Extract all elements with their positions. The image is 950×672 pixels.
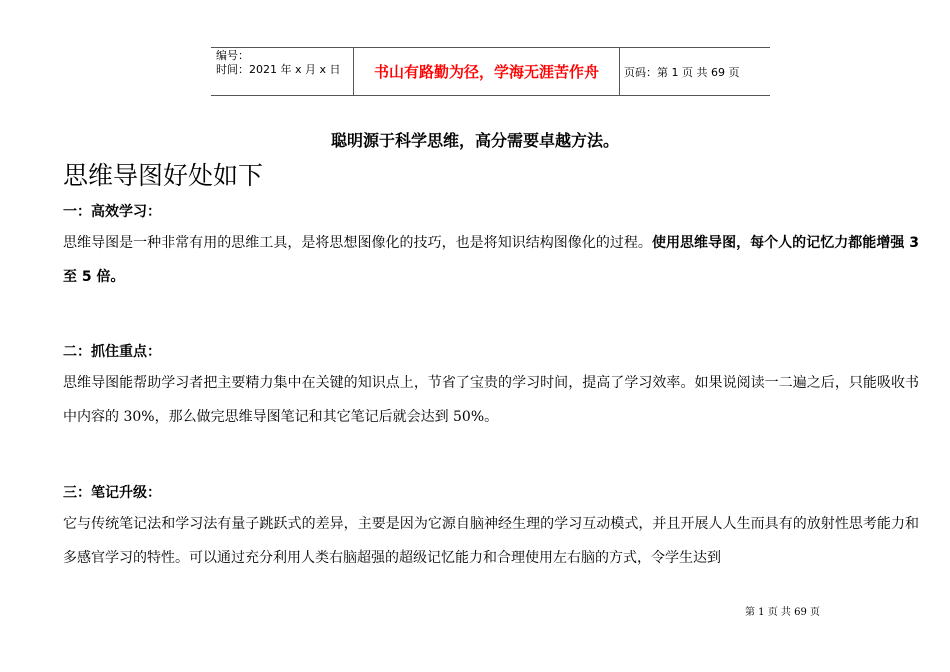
section-paragraph-1 [63,226,919,294]
section-heading-1: 一：高效学习： [63,204,161,220]
page-title: 思维导图好处如下 [63,161,264,190]
header-slogan: 书山有路勤为径，学海无涯苦作舟 [354,48,620,95]
header-time: 时间：2021 年 x 月 x 日 [216,63,341,76]
section-heading-2: 二：抓住重点： [63,344,161,360]
header-table [211,47,770,96]
section-bold-1: 使用思维导图，每个人的记忆力都能增强 3 至 5 倍。 [63,235,919,285]
section-paragraph-3: 它与传统笔记法和学习法有量子跳跃式的差异，主要是因为它源自脑神经生理的学习互动模式，并且开展人人生而具有的放射性思考能力和多感官学习的特性。可以通过充分利用人类右脑超强的超级记忆能力和合理使用左右脑的方式，令学生达到 [63,516,919,566]
header-meta-cell [211,48,354,95]
header-bianhao: 编号： [216,49,249,62]
page-footer: 第 1 页 共 69 页 [745,607,820,618]
header-page-code: 页码：第 1 页 共 69 页 [624,65,740,79]
section-heading-3: 三：笔记升级： [63,485,161,501]
section-paragraph-2: 思维导图能帮助学习者把主要精力集中在关键的知识点上，节省了宝贵的学习时间，提高了学习效率。如果说阅读一二遍之后，只能吸收书中内容的 30%，那么做完思维导图笔记和其它笔记后就会达到 50%。 [63,375,919,425]
section-text-1: 思维导图是一种非常有用的思维工具，是将思想图像化的技巧，也是将知识结构图像化的过程。 [63,235,652,251]
motto: 聪明源于科学思维，高分需要卓越方法。 [330,131,619,150]
